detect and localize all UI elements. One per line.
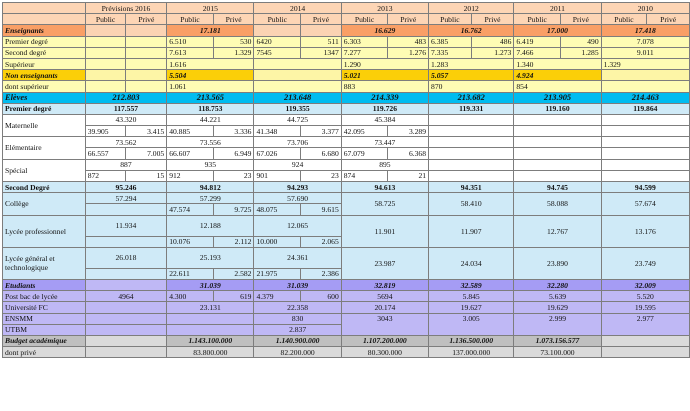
row-label: Elémentaire xyxy=(3,137,86,159)
cell xyxy=(85,204,166,215)
value-cell: 2.999 xyxy=(514,313,601,335)
value-cell: 137.000.000 xyxy=(429,347,514,358)
value-cell: 19.629 xyxy=(514,302,601,313)
value-cell: 66.607 xyxy=(167,148,214,159)
row-label: Maternelle xyxy=(3,114,86,136)
value-cell: 214.339 xyxy=(341,92,428,103)
value-cell: 6.510 xyxy=(167,36,214,47)
row-label: Lycée général et technologique xyxy=(3,247,86,279)
value-cell: 23.131 xyxy=(167,302,254,313)
value-cell: 118.753 xyxy=(167,103,254,114)
value-cell: 4.379 xyxy=(254,291,301,302)
year-header: Prévisions 2016 xyxy=(85,3,166,14)
prive-header: Privé xyxy=(301,14,342,25)
cell xyxy=(126,58,167,69)
value-cell: 95.246 xyxy=(85,182,166,193)
value-cell: 1.340 xyxy=(514,58,601,69)
cell xyxy=(126,81,167,92)
cell xyxy=(301,25,342,36)
value-cell: 57.294 xyxy=(85,193,166,204)
value-cell: 32.589 xyxy=(429,279,514,290)
value-cell: 12.767 xyxy=(514,215,601,247)
value-cell: 486 xyxy=(471,36,514,47)
value-cell: 213.648 xyxy=(254,92,341,103)
value-cell: 12.188 xyxy=(167,215,254,236)
value-cell: 73.100.000 xyxy=(514,347,601,358)
value-cell: 1.107.200.000 xyxy=(341,335,428,346)
non-enseignants-row xyxy=(3,70,690,81)
value-cell: 870 xyxy=(429,81,514,92)
cell xyxy=(429,148,514,159)
cell xyxy=(85,81,126,92)
cell xyxy=(601,137,689,148)
value-cell: 19.595 xyxy=(601,302,689,313)
value-cell: 830 xyxy=(254,313,341,324)
value-cell: 213.565 xyxy=(167,92,254,103)
value-cell: 2.837 xyxy=(254,324,341,335)
college-total-row xyxy=(3,193,690,204)
value-cell: 94.293 xyxy=(254,182,341,193)
value-cell: 45.384 xyxy=(341,114,428,125)
value-cell: 32.280 xyxy=(514,279,601,290)
value-cell: 80.300.000 xyxy=(341,347,428,358)
value-cell: 73.556 xyxy=(167,137,254,148)
cell xyxy=(254,25,301,36)
value-cell: 2.582 xyxy=(213,268,254,279)
value-cell: 11.907 xyxy=(429,215,514,247)
value-cell: 39.905 xyxy=(85,126,126,137)
value-cell: 6.419 xyxy=(514,36,561,47)
value-cell: 7.466 xyxy=(514,47,561,58)
row-label: dont supérieur xyxy=(3,81,86,92)
value-cell: 5.021 xyxy=(341,70,428,81)
cell xyxy=(601,70,689,81)
value-cell: 44.725 xyxy=(254,114,341,125)
ensmm-row xyxy=(3,313,690,324)
value-cell: 25.193 xyxy=(167,247,254,268)
dont-superieur-row xyxy=(3,81,690,92)
row-label: UTBM xyxy=(3,324,86,335)
cell xyxy=(429,137,514,148)
row-label: Premier degré xyxy=(3,103,86,114)
public-header: Public xyxy=(85,14,126,25)
value-cell: 3.289 xyxy=(388,126,429,137)
value-cell: 7.613 xyxy=(167,47,214,58)
value-cell: 7.335 xyxy=(429,47,472,58)
row-label: Université FC xyxy=(3,302,86,313)
value-cell: 11.934 xyxy=(85,215,166,236)
row-label: Second Degré xyxy=(3,182,86,193)
value-cell: 94.351 xyxy=(429,182,514,193)
cell xyxy=(514,148,601,159)
value-cell: 5.520 xyxy=(601,291,689,302)
public-header: Public xyxy=(254,14,301,25)
universite-fc-row xyxy=(3,302,690,313)
lycee-pro-total-row xyxy=(3,215,690,236)
value-cell: 26.018 xyxy=(85,247,166,268)
value-cell: 94.745 xyxy=(514,182,601,193)
value-cell: 12.065 xyxy=(254,215,341,236)
value-cell: 901 xyxy=(254,170,301,181)
value-cell: 1.140.900.000 xyxy=(254,335,341,346)
row-label: Spécial xyxy=(3,159,86,181)
row-label: ENSMM xyxy=(3,313,86,324)
value-cell: 73.447 xyxy=(341,137,428,148)
superieur-staff-row xyxy=(3,58,690,69)
header-years-row xyxy=(3,3,690,14)
cell xyxy=(85,70,126,81)
value-cell: 22.611 xyxy=(167,268,214,279)
row-label: Non enseignants xyxy=(3,70,86,81)
value-cell: 57.674 xyxy=(601,193,689,215)
value-cell: 23 xyxy=(213,170,254,181)
value-cell: 4.300 xyxy=(167,291,214,302)
value-cell: 47.574 xyxy=(167,204,214,215)
cell xyxy=(601,335,689,346)
value-cell: 213.905 xyxy=(514,92,601,103)
value-cell: 6.368 xyxy=(388,148,429,159)
post-bac-row xyxy=(3,291,690,302)
value-cell: 24.034 xyxy=(429,247,514,279)
cell xyxy=(167,324,254,335)
year-header: 2014 xyxy=(254,3,341,14)
value-cell: 57.690 xyxy=(254,193,341,204)
value-cell: 1.285 xyxy=(560,47,601,58)
elementaire-split-row xyxy=(3,148,690,159)
budget-row xyxy=(3,335,690,346)
value-cell: 83.800.000 xyxy=(167,347,254,358)
prive-header: Privé xyxy=(213,14,254,25)
value-cell: 23 xyxy=(301,170,342,181)
value-cell: 1347 xyxy=(301,47,342,58)
public-header: Public xyxy=(429,14,472,25)
value-cell: 2.386 xyxy=(301,268,342,279)
value-cell: 119.160 xyxy=(514,103,601,114)
prive-header: Privé xyxy=(126,14,167,25)
second-degre-row xyxy=(3,182,690,193)
cell xyxy=(601,126,689,137)
cell xyxy=(601,347,689,358)
row-label: Supérieur xyxy=(3,58,86,69)
value-cell: 5.504 xyxy=(167,70,254,81)
prive-header: Privé xyxy=(560,14,601,25)
etudiants-row xyxy=(3,279,690,290)
cell xyxy=(254,58,341,69)
value-cell: 82.200.000 xyxy=(254,347,341,358)
value-cell: 7.005 xyxy=(126,148,167,159)
value-cell: 17.181 xyxy=(167,25,254,36)
value-cell: 67.079 xyxy=(341,148,388,159)
value-cell: 1.329 xyxy=(213,47,254,58)
value-cell: 6.385 xyxy=(429,36,472,47)
value-cell: 22.358 xyxy=(254,302,341,313)
value-cell: 872 xyxy=(85,170,126,181)
value-cell: 15 xyxy=(126,170,167,181)
value-cell: 1.290 xyxy=(341,58,428,69)
cell xyxy=(514,137,601,148)
value-cell: 21.975 xyxy=(254,268,301,279)
value-cell: 58.725 xyxy=(341,193,428,215)
cell xyxy=(601,170,689,181)
elementaire-total-row xyxy=(3,137,690,148)
value-cell: 619 xyxy=(213,291,254,302)
value-cell: 58.410 xyxy=(429,193,514,215)
year-header: 2010 xyxy=(601,3,689,14)
value-cell: 5694 xyxy=(341,291,428,302)
row-label: Elèves xyxy=(3,92,86,103)
cell xyxy=(514,126,601,137)
value-cell: 1.073.156.577 xyxy=(514,335,601,346)
row-label: Enseignants xyxy=(3,25,86,36)
value-cell: 935 xyxy=(167,159,254,170)
value-cell: 895 xyxy=(341,159,428,170)
value-cell: 7.277 xyxy=(341,47,388,58)
value-cell: 13.176 xyxy=(601,215,689,247)
value-cell: 4964 xyxy=(85,291,166,302)
value-cell: 94.812 xyxy=(167,182,254,193)
public-header: Public xyxy=(514,14,561,25)
value-cell: 41.348 xyxy=(254,126,301,137)
value-cell: 3.336 xyxy=(213,126,254,137)
value-cell: 24.361 xyxy=(254,247,341,268)
value-cell: 874 xyxy=(341,170,388,181)
value-cell: 73.706 xyxy=(254,137,341,148)
value-cell: 23.987 xyxy=(341,247,428,279)
value-cell: 31.039 xyxy=(254,279,341,290)
value-cell: 9.011 xyxy=(601,47,689,58)
value-cell: 48.075 xyxy=(254,204,301,215)
value-cell: 94.599 xyxy=(601,182,689,193)
row-label: Post bac de lycée xyxy=(3,291,86,302)
value-cell: 16.762 xyxy=(429,25,514,36)
cell xyxy=(126,25,167,36)
cell xyxy=(85,58,126,69)
value-cell: 117.557 xyxy=(85,103,166,114)
value-cell: 21 xyxy=(388,170,429,181)
cell xyxy=(85,36,126,47)
value-cell: 6.303 xyxy=(341,36,388,47)
public-header: Public xyxy=(341,14,388,25)
cell xyxy=(514,170,601,181)
cell xyxy=(126,47,167,58)
cell xyxy=(85,25,126,36)
value-cell: 1.136.500.000 xyxy=(429,335,514,346)
value-cell: 3.415 xyxy=(126,126,167,137)
value-cell: 16.629 xyxy=(341,25,428,36)
year-header: 2013 xyxy=(341,3,428,14)
value-cell: 511 xyxy=(301,36,342,47)
value-cell: 23.890 xyxy=(514,247,601,279)
cell xyxy=(126,36,167,47)
value-cell: 3.005 xyxy=(429,313,514,335)
row-label: Budget académique xyxy=(3,335,86,346)
dont-prive-row xyxy=(3,347,690,358)
value-cell: 23.749 xyxy=(601,247,689,279)
row-label: dont privé xyxy=(3,347,86,358)
value-cell: 5.057 xyxy=(429,70,514,81)
cell xyxy=(85,302,166,313)
value-cell: 10.000 xyxy=(254,236,301,247)
value-cell: 42.095 xyxy=(341,126,388,137)
value-cell: 5.845 xyxy=(429,291,514,302)
cell xyxy=(601,159,689,170)
value-cell: 1.329 xyxy=(601,58,689,69)
cell xyxy=(514,159,601,170)
value-cell: 40.885 xyxy=(167,126,214,137)
public-header: Public xyxy=(601,14,647,25)
maternelle-split-row xyxy=(3,126,690,137)
row-label: Lycée professionnel xyxy=(3,215,86,247)
cell xyxy=(85,279,166,290)
value-cell: 912 xyxy=(167,170,214,181)
value-cell: 2.112 xyxy=(213,236,254,247)
value-cell: 6.949 xyxy=(213,148,254,159)
cell xyxy=(85,47,126,58)
cell xyxy=(85,335,166,346)
value-cell: 19.627 xyxy=(429,302,514,313)
cell xyxy=(126,70,167,81)
year-header: 2012 xyxy=(429,3,514,14)
value-cell: 600 xyxy=(301,291,342,302)
value-cell: 887 xyxy=(85,159,166,170)
cell xyxy=(85,324,166,335)
value-cell: 119.331 xyxy=(429,103,514,114)
public-header: Public xyxy=(167,14,214,25)
value-cell: 5.639 xyxy=(514,291,601,302)
eleves-row xyxy=(3,92,690,103)
value-cell: 31.039 xyxy=(167,279,254,290)
value-cell: 4.924 xyxy=(514,70,601,81)
value-cell: 212.803 xyxy=(85,92,166,103)
cell xyxy=(85,347,166,358)
value-cell: 490 xyxy=(560,36,601,47)
value-cell: 66.557 xyxy=(85,148,126,159)
cell xyxy=(429,114,514,125)
value-cell: 9.725 xyxy=(213,204,254,215)
corner-cell xyxy=(3,14,86,25)
value-cell: 1.276 xyxy=(388,47,429,58)
value-cell: 883 xyxy=(341,81,428,92)
value-cell: 119.864 xyxy=(601,103,689,114)
value-cell: 1.143.100.000 xyxy=(167,335,254,346)
cell xyxy=(254,70,341,81)
value-cell: 10.076 xyxy=(167,236,214,247)
premier-degre-row xyxy=(3,103,690,114)
value-cell: 7545 xyxy=(254,47,301,58)
value-cell: 1.061 xyxy=(167,81,254,92)
special-split-row xyxy=(3,170,690,181)
cell xyxy=(601,114,689,125)
value-cell: 57.299 xyxy=(167,193,254,204)
value-cell: 1.616 xyxy=(167,58,254,69)
cell xyxy=(254,81,341,92)
cell xyxy=(429,170,514,181)
cell xyxy=(85,236,166,247)
row-label: Premier degré xyxy=(3,36,86,47)
prive-header: Privé xyxy=(471,14,514,25)
row-label: Collège xyxy=(3,193,86,215)
value-cell: 32.819 xyxy=(341,279,428,290)
value-cell: 43.320 xyxy=(85,114,166,125)
maternelle-total-row xyxy=(3,114,690,125)
value-cell: 58.088 xyxy=(514,193,601,215)
value-cell: 1.283 xyxy=(429,58,514,69)
value-cell: 17.418 xyxy=(601,25,689,36)
value-cell: 119.726 xyxy=(341,103,428,114)
value-cell: 483 xyxy=(388,36,429,47)
lycee-general-total-row xyxy=(3,247,690,268)
value-cell: 1.273 xyxy=(471,47,514,58)
value-cell: 119.355 xyxy=(254,103,341,114)
value-cell: 20.174 xyxy=(341,302,428,313)
value-cell: 3.377 xyxy=(301,126,342,137)
year-header: 2015 xyxy=(167,3,254,14)
value-cell: 94.613 xyxy=(341,182,428,193)
value-cell: 214.463 xyxy=(601,92,689,103)
value-cell: 2.065 xyxy=(301,236,342,247)
value-cell: 6420 xyxy=(254,36,301,47)
value-cell: 854 xyxy=(514,81,601,92)
row-label: Second degré xyxy=(3,47,86,58)
cell xyxy=(85,268,166,279)
special-total-row xyxy=(3,159,690,170)
corner-cell xyxy=(3,3,86,14)
cell xyxy=(429,126,514,137)
value-cell: 530 xyxy=(213,36,254,47)
value-cell: 32.009 xyxy=(601,279,689,290)
cell xyxy=(429,159,514,170)
value-cell: 7.078 xyxy=(601,36,689,47)
enseignants-row xyxy=(3,25,690,36)
second-degre-staff-row xyxy=(3,47,690,58)
value-cell: 11.901 xyxy=(341,215,428,247)
value-cell: 17.000 xyxy=(514,25,601,36)
cell xyxy=(167,313,254,324)
value-cell: 6.680 xyxy=(301,148,342,159)
prive-header: Privé xyxy=(388,14,429,25)
education-statistics-table xyxy=(2,2,690,358)
value-cell: 44.221 xyxy=(167,114,254,125)
premier-degre-staff-row xyxy=(3,36,690,47)
value-cell: 67.026 xyxy=(254,148,301,159)
value-cell: 213.682 xyxy=(429,92,514,103)
prive-header: Privé xyxy=(647,14,690,25)
cell xyxy=(514,114,601,125)
cell xyxy=(601,81,689,92)
row-label: Etudiants xyxy=(3,279,86,290)
year-header: 2011 xyxy=(514,3,601,14)
value-cell: 3043 xyxy=(341,313,428,335)
value-cell: 924 xyxy=(254,159,341,170)
cell xyxy=(85,313,166,324)
value-cell: 73.562 xyxy=(85,137,166,148)
value-cell: 9.615 xyxy=(301,204,342,215)
cell xyxy=(601,148,689,159)
value-cell: 2.977 xyxy=(601,313,689,335)
header-sector-row xyxy=(3,14,690,25)
